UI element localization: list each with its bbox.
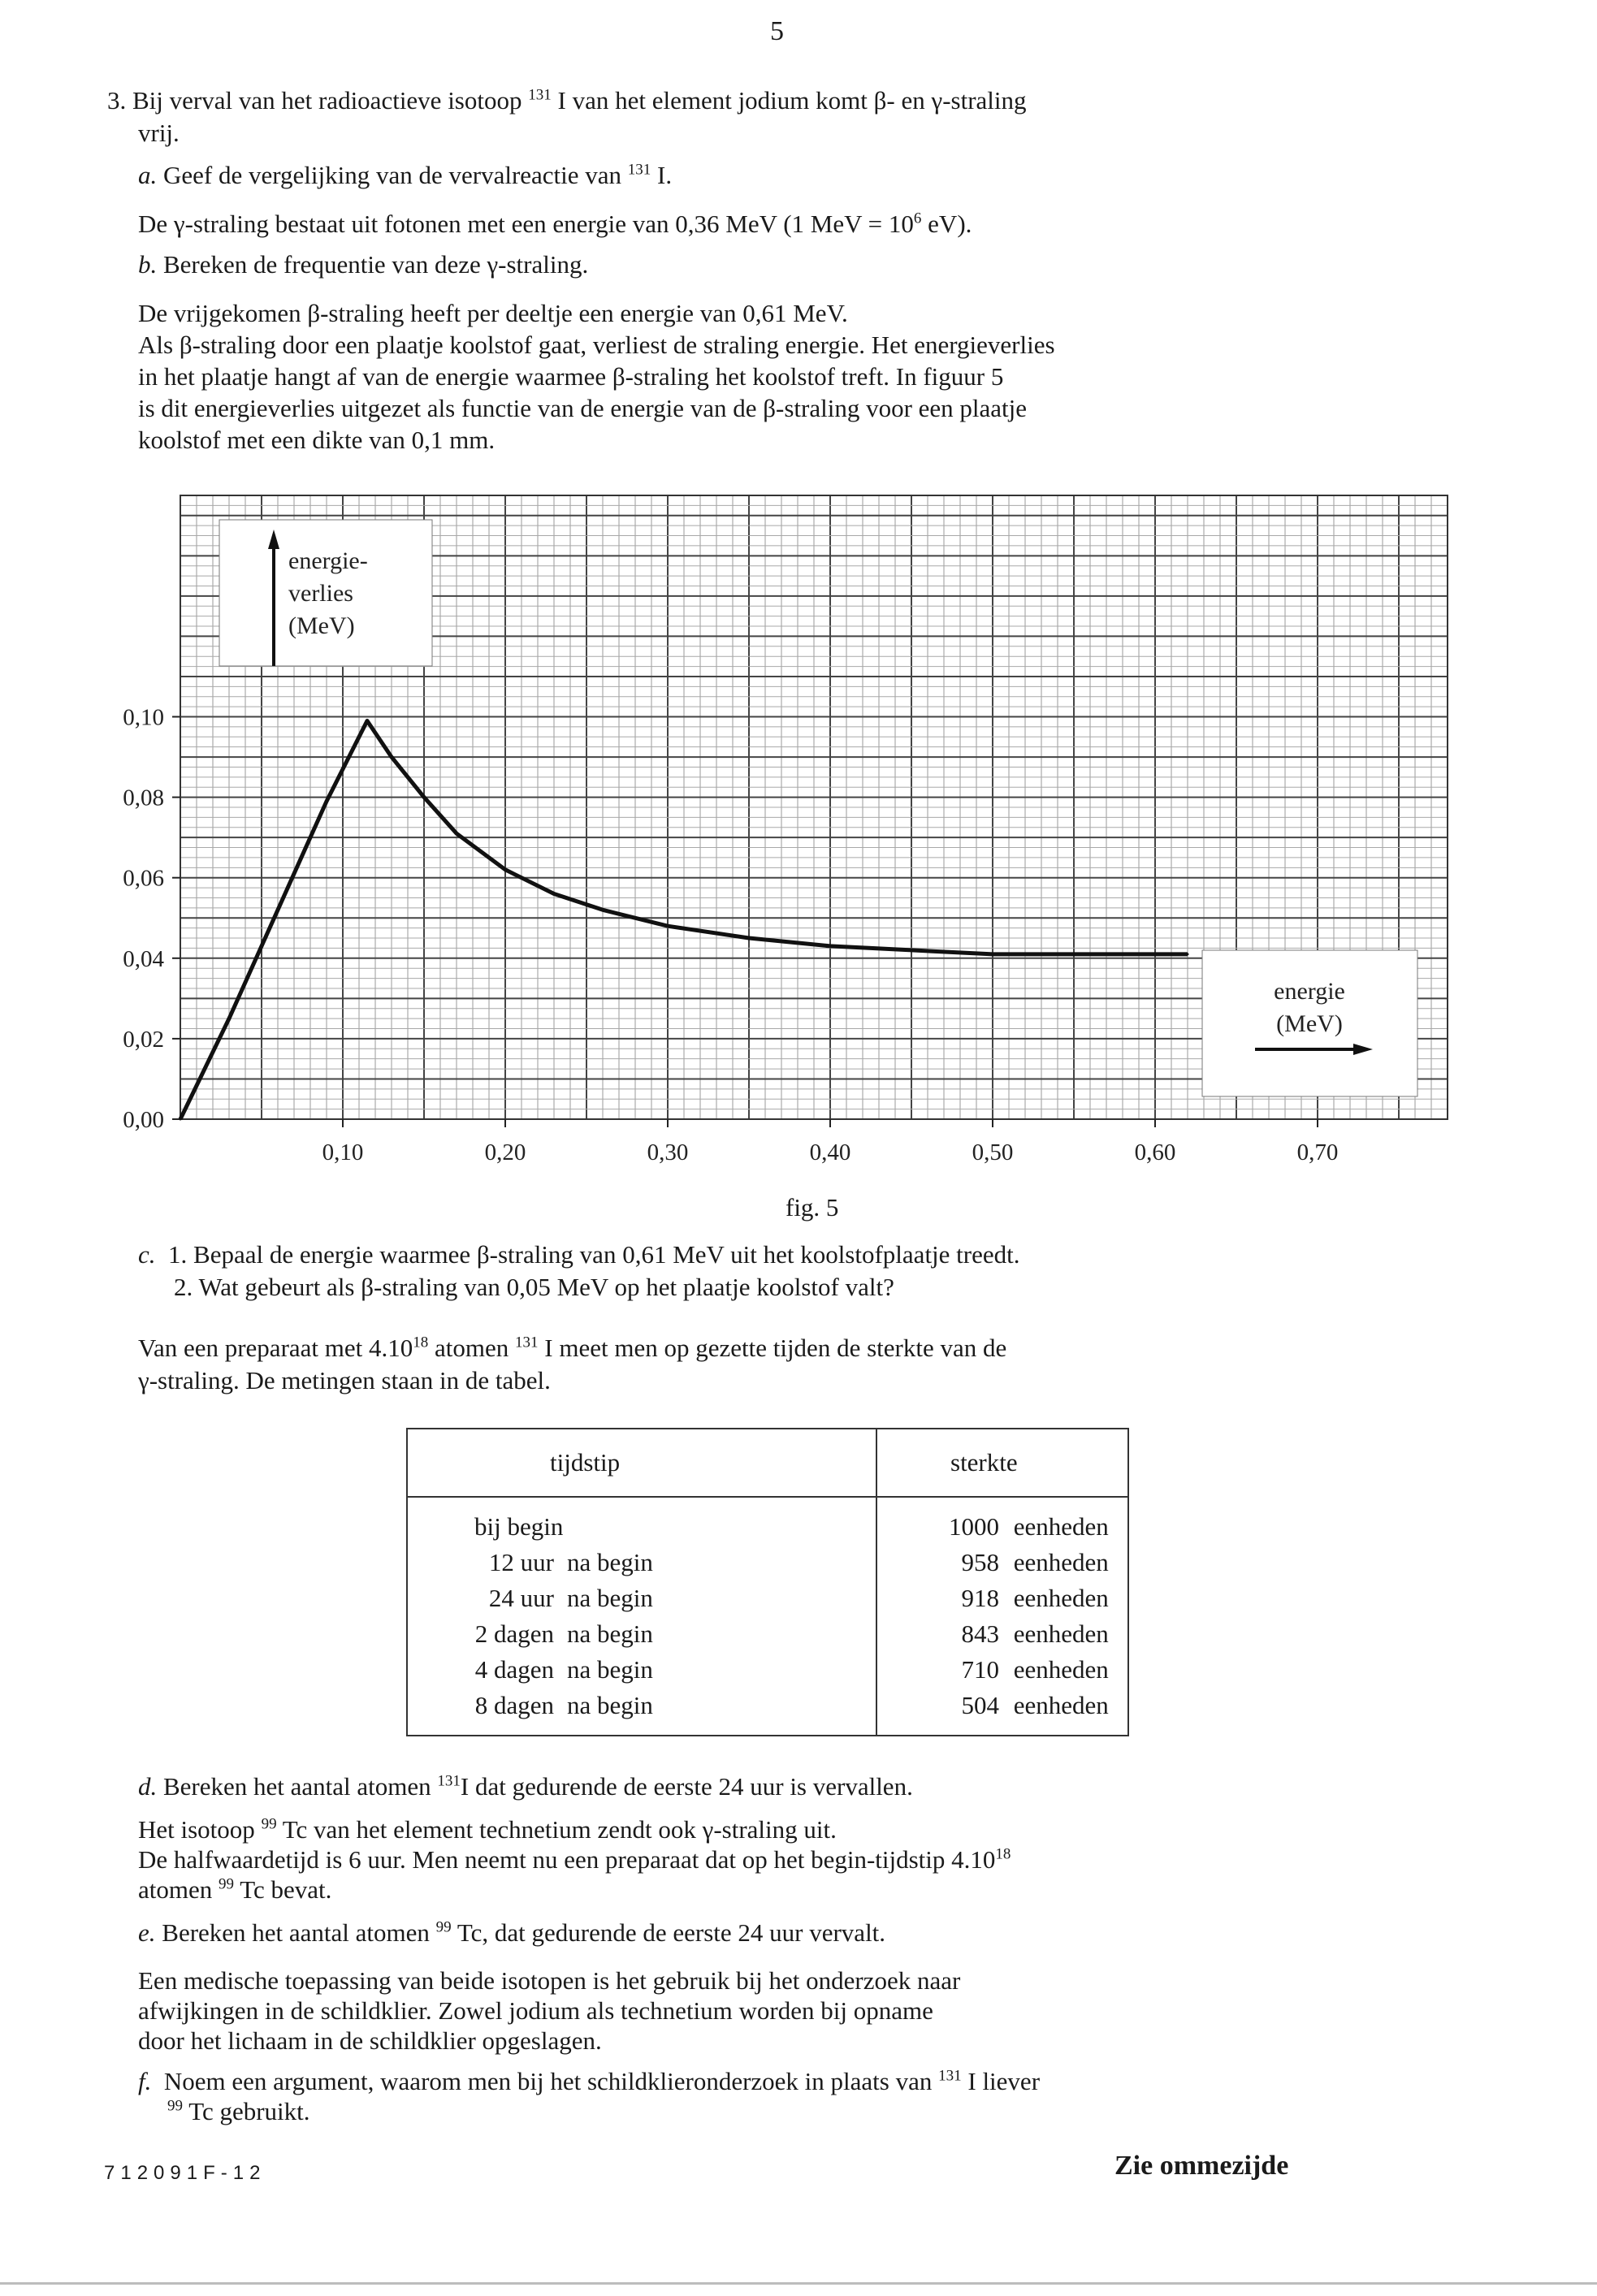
x-tick-label: 0,50 — [972, 1139, 1014, 1165]
table-header-time: tijdstip — [407, 1429, 876, 1497]
curve-point — [366, 720, 369, 722]
y-axis-label-line: (MeV) — [288, 612, 355, 639]
curve-point — [277, 909, 279, 911]
curve-point — [423, 796, 426, 798]
y-tick-label: 0,04 — [123, 945, 164, 972]
y-tick-label: 0,06 — [123, 865, 164, 892]
y-axis-label-line: verlies — [288, 580, 353, 607]
curve-point — [504, 868, 507, 871]
question-c: c. 1. Bepaal de energie waarmee β-straling van 0,61 MeV uit het koolstofplaatje treedt. 2. Wat gebeurt als β-straling van 0,05 MeV op het plaatje koolstof valt? — [138, 1240, 1020, 1301]
measurement-table — [406, 1428, 1129, 1736]
curve-point — [829, 945, 832, 947]
curve-point — [180, 1118, 182, 1121]
table-row: 4 dagen na begin 710 eenheden — [407, 1652, 1128, 1688]
x-axis-label-line: energie — [1274, 978, 1345, 1005]
curve-point — [667, 925, 669, 927]
curve-point — [992, 953, 994, 955]
medical-text: Een medische toepassing van beide isotopen is het gebruik bij het onderzoek naar afwijkingen in de schildklier. Zowel jodium als technetium worden bij opname door het lichaam in de schildklier opgeslagen. — [138, 1966, 961, 2055]
question-e: e. Bereken het aantal atomen $^{99}$ Tc, dat gedurende de eerste 24 uur vervalt. — [138, 1918, 886, 1947]
question-a: a. Geef de vergelijking van de vervalreactie van $^{131}$ I. — [138, 161, 673, 189]
curve-point — [1187, 953, 1189, 955]
turn-over-note: Zie ommezijde — [1114, 2151, 1289, 2181]
x-tick-label: 0,70 — [1296, 1139, 1339, 1165]
technetium-text: Het isotoop $^{99}$ Tc van het element technetium zendt ook γ-straling uit. De halfwaardetijd is 6 uur. Men neemt nu een preparaat dat op het begin-tijdstip 4.10$^{18}$ atomen $^{99}$ Tc bevat. — [138, 1815, 1011, 1904]
x-tick-label: 0,20 — [484, 1139, 526, 1165]
curve-point — [391, 756, 393, 759]
x-tick-label: 0,60 — [1134, 1139, 1176, 1165]
table-row: 24 uur na begin 918 eenheden — [407, 1580, 1128, 1616]
y-tick-label: 0,00 — [123, 1107, 164, 1133]
table-row: bij begin 1000 eenheden — [407, 1497, 1128, 1545]
y-tick-label: 0,10 — [123, 704, 164, 731]
question-number: 3. — [107, 86, 127, 115]
question-b: b. Bereken de frequentie van deze γ-straling. — [138, 250, 589, 279]
x-tick-label: 0,40 — [809, 1139, 851, 1165]
page-number: 5 — [770, 16, 784, 46]
table-row: 8 dagen na begin 504 eenheden — [407, 1688, 1128, 1736]
curve-point — [326, 800, 328, 802]
curve-point — [1154, 953, 1157, 955]
table-row: 2 dagen na begin 843 eenheden — [407, 1616, 1128, 1652]
curve-point — [1073, 953, 1075, 955]
question-d: d. Bereken het aantal atomen $^{131}$I dat gedurende de eerste 24 uur is vervallen. — [138, 1772, 913, 1801]
y-tick-label: 0,02 — [123, 1026, 164, 1053]
y-axis-label-line: energie- — [288, 547, 368, 574]
question-intro: 3. Bij verval van het radioactieve isotoop $^{131}$ I van het element jodium komt β- en γ-straling vrij. — [107, 86, 1027, 147]
curve-point — [228, 1018, 231, 1020]
curve-point — [911, 949, 913, 951]
scan-edge-line — [0, 2282, 1597, 2285]
curve-point — [602, 909, 604, 911]
x-tick-label: 0,30 — [647, 1139, 689, 1165]
exam-code: 712091F-12 — [104, 2162, 266, 2184]
y-tick-label: 0,08 — [123, 785, 164, 811]
figure-caption: fig. 5 — [786, 1193, 839, 1222]
x-axis-label-line: (MeV) — [1276, 1010, 1343, 1037]
table-header-strength: sterkte — [876, 1429, 1128, 1497]
beta-text: De vrijgekomen β-straling heeft per deeltje een energie van 0,61 MeV. Als β-straling door een plaatje koolstof gaat, verliest de straling energie. Het energieverlies in het plaatje hangt af van de energie waarmee β-straling het koolstof treft. In figuur 5 is dit energieverlies uitgezet als functie van de energie van de β-straling voor een plaatje koolstof met een dikte van 0,1 mm. — [138, 299, 1055, 454]
curve-point — [456, 832, 458, 835]
question-f: f. Noem een argument, waarom men bij het schildklieronderzoek in plaats van $^{131}$ I liever $^{99}$ Tc gebruikt. — [138, 2067, 1041, 2125]
table-row: 12 uur na begin 958 eenheden — [407, 1545, 1128, 1580]
curve-point — [748, 937, 751, 940]
preparation-text: Van een preparaat met 4.10$^{18}$ atomen $^{131}$ I meet men op gezette tijden de sterkte van de γ-straling. De metingen staan in de tabel. — [138, 1334, 1007, 1394]
gamma-text: De γ-straling bestaat uit fotonen met een energie van 0,36 MeV (1 MeV = $10^6$ eV). — [138, 210, 972, 238]
x-tick-label: 0,10 — [322, 1139, 364, 1165]
curve-point — [553, 893, 556, 895]
